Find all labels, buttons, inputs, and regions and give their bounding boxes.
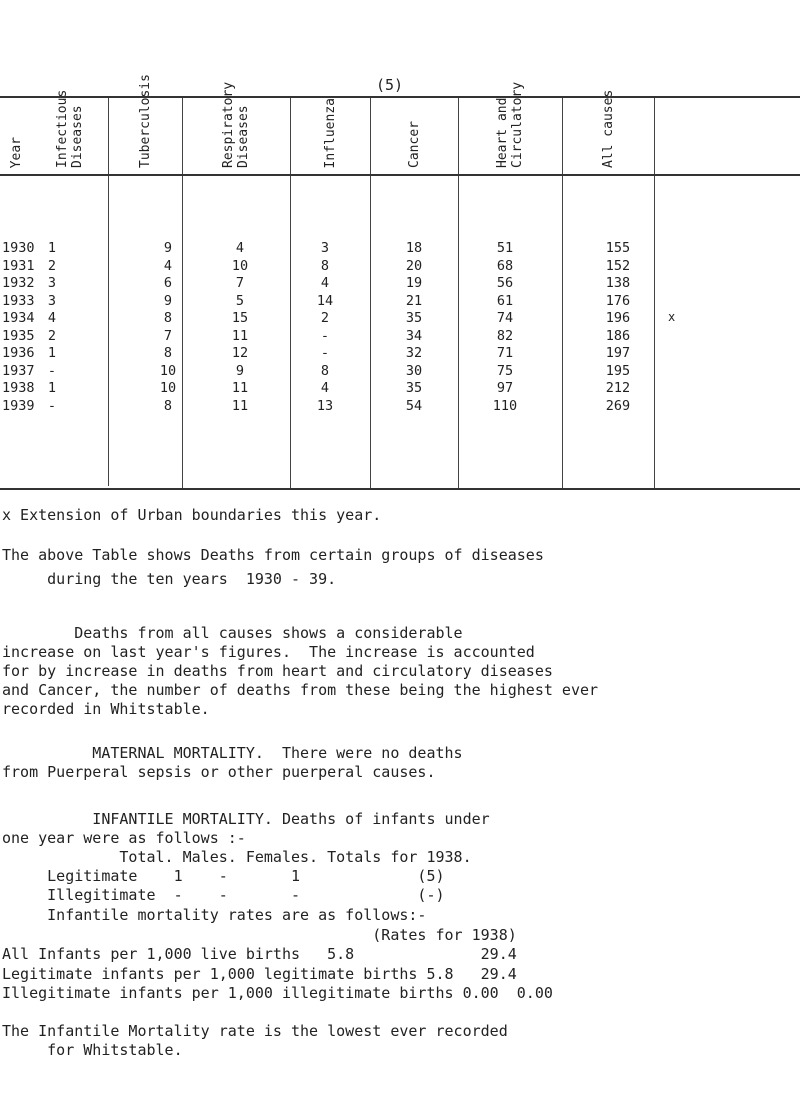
value-cell: 19	[405, 275, 423, 291]
paragraph-line: The above Table shows Deaths from certain groups of diseases	[2, 546, 544, 564]
value-cell: 9	[163, 240, 173, 256]
value-cell: 20	[405, 257, 423, 274]
paragraph-line: MATERNAL MORTALITY. There were no deaths	[2, 744, 463, 762]
value-cell: 269	[605, 397, 631, 414]
value-cell: 4	[47, 310, 57, 326]
value-cell: 21	[405, 292, 423, 309]
column-header-text: Respiratory Diseases	[221, 81, 251, 168]
value-cell: 74	[496, 310, 514, 326]
footnote: x Extension of Urban boundaries this year.	[2, 506, 382, 524]
paragraph-line: during the ten years 1930 - 39.	[2, 570, 337, 588]
value-cell: -	[47, 397, 57, 414]
page-number: (5)	[376, 76, 404, 94]
value-cell: 152	[605, 257, 631, 274]
table-row	[0, 240, 800, 255]
table-row	[0, 363, 800, 378]
value-cell: 197	[605, 345, 631, 361]
year-cell: 1934	[2, 310, 35, 326]
table-row	[0, 258, 800, 273]
column-header	[108, 74, 182, 168]
year-cell: 1937	[2, 362, 35, 379]
infant-table-row: Legitimate 1 - 1 (5)	[2, 867, 445, 885]
value-cell: 61	[496, 292, 514, 309]
table-row	[0, 380, 800, 395]
paragraph-line: The Infantile Mortality rate is the lowest ever recorded	[2, 1022, 508, 1040]
column-header-text: Influenza	[322, 97, 338, 168]
value-cell: 13	[316, 397, 334, 414]
column-header-text: Cancer	[406, 121, 422, 168]
paragraph-line: Illegitimate infants per 1,000 illegitimate births 0.00 0.00	[2, 984, 553, 1002]
value-cell: 4	[320, 380, 330, 396]
value-cell: 195	[605, 362, 631, 379]
paragraph-line: increase on last year's figures. The increase is accounted	[2, 643, 535, 661]
value-cell: 196	[605, 310, 631, 326]
value-cell: 3	[320, 240, 330, 256]
table-row	[0, 398, 800, 413]
mortality-table	[0, 74, 800, 492]
table-rule	[0, 174, 800, 176]
value-cell: 1	[47, 240, 57, 256]
table-rule	[0, 96, 800, 98]
year-cell: 1938	[2, 380, 35, 396]
paragraph-line: from Puerperal sepsis or other puerperal causes.	[2, 763, 436, 781]
column-header-text: All causes	[600, 89, 616, 168]
paragraph-line: for Whitstable.	[2, 1041, 183, 1059]
year-cell: 1935	[2, 327, 35, 344]
column-header	[0, 96, 32, 168]
column-divider	[108, 96, 109, 486]
paragraph-line: and Cancer, the number of deaths from these being the highest ever	[2, 681, 599, 699]
paragraph-line: INFANTILE MORTALITY. Deaths of infants under	[2, 810, 490, 828]
value-cell: 4	[235, 240, 245, 256]
paragraph-line: (Rates for 1938)	[2, 925, 517, 944]
value-cell: 32	[405, 345, 423, 361]
value-cell: 34	[405, 327, 423, 344]
value-cell: 68	[496, 257, 514, 274]
column-header-text: Infectious Diseases	[55, 89, 85, 168]
value-cell: 212	[605, 380, 631, 396]
value-cell: -	[47, 362, 57, 379]
value-cell: 9	[235, 362, 245, 379]
value-cell: 11	[231, 397, 249, 414]
value-cell: 2	[320, 310, 330, 326]
value-cell: 3	[47, 275, 57, 291]
value-cell: 12	[231, 345, 249, 361]
paragraph-line: All Infants per 1,000 live births 5.8 29.4	[2, 945, 517, 963]
value-cell: -	[320, 327, 330, 344]
infant-table-header: Total. Males. Females. Totals for 1938.	[2, 848, 472, 866]
value-cell: 138	[605, 275, 631, 291]
table-row	[0, 345, 800, 360]
value-cell: 176	[605, 292, 631, 309]
value-cell: 11	[231, 327, 249, 344]
value-cell: 51	[496, 240, 514, 256]
table-row	[0, 293, 800, 308]
value-cell: 155	[605, 240, 631, 256]
value-cell: 1	[47, 380, 57, 396]
value-cell: 30	[405, 362, 423, 379]
column-header	[182, 81, 290, 168]
column-header	[32, 89, 108, 168]
value-cell: -	[320, 345, 330, 361]
column-header	[458, 81, 562, 168]
value-cell: 3	[47, 292, 57, 309]
table-row	[0, 275, 800, 290]
year-cell: 1936	[2, 345, 35, 361]
value-cell: 35	[405, 380, 423, 396]
value-cell: 7	[163, 327, 173, 344]
value-cell: 2	[47, 327, 57, 344]
column-header-text: Year	[8, 136, 24, 168]
year-cell: 1933	[2, 292, 35, 309]
value-cell: 110	[492, 397, 518, 414]
value-cell: 1	[47, 345, 57, 361]
value-cell: 8	[163, 397, 173, 414]
paragraph-line: one year were as follows :-	[2, 829, 246, 847]
value-cell: 82	[496, 327, 514, 344]
value-cell: 35	[405, 310, 423, 326]
year-cell: 1939	[2, 397, 35, 414]
value-cell: 8	[163, 345, 173, 361]
value-cell: 8	[163, 310, 173, 326]
paragraph-line: Infantile mortality rates are as follows:-	[2, 906, 427, 924]
value-cell: 8	[320, 362, 330, 379]
year-cell: 1931	[2, 257, 35, 274]
value-cell: 4	[163, 257, 173, 274]
value-cell: 10	[231, 257, 249, 274]
value-cell: 10	[159, 362, 177, 379]
infant-table-row: Illegitimate - - - (-)	[2, 886, 445, 904]
value-cell: 7	[235, 275, 245, 291]
column-header	[562, 89, 654, 168]
value-cell: 9	[163, 292, 173, 309]
value-cell: 75	[496, 362, 514, 379]
value-cell: 54	[405, 397, 423, 414]
footnote-mark: x	[668, 310, 676, 324]
column-header	[370, 96, 458, 168]
paragraph-line: Deaths from all causes shows a considerable	[2, 624, 463, 642]
table-rule	[0, 488, 800, 490]
value-cell: 8	[320, 257, 330, 274]
value-cell: 11	[231, 380, 249, 396]
value-cell: 2	[47, 257, 57, 274]
value-cell: 15	[231, 310, 249, 326]
value-cell: 14	[316, 292, 334, 309]
value-cell: 18	[405, 240, 423, 256]
column-header-text: Tuberculosis	[137, 74, 153, 168]
year-cell: 1932	[2, 275, 35, 291]
value-cell: 5	[235, 292, 245, 309]
column-header	[290, 96, 370, 168]
value-cell: 10	[159, 380, 177, 396]
paragraph-line: for by increase in deaths from heart and circulatory diseases	[2, 662, 553, 680]
value-cell: 71	[496, 345, 514, 361]
value-cell: 6	[163, 275, 173, 291]
table-row	[0, 328, 800, 343]
column-header-text: Heart and Circulatory	[495, 81, 525, 168]
value-cell: 97	[496, 380, 514, 396]
table-row	[0, 310, 800, 325]
value-cell: 56	[496, 275, 514, 291]
value-cell: 4	[320, 275, 330, 291]
value-cell: 186	[605, 327, 631, 344]
paragraph-line: recorded in Whitstable.	[2, 700, 210, 718]
paragraph-line: Legitimate infants per 1,000 legitimate births 5.8 29.4	[2, 964, 517, 983]
year-cell: 1930	[2, 240, 35, 256]
